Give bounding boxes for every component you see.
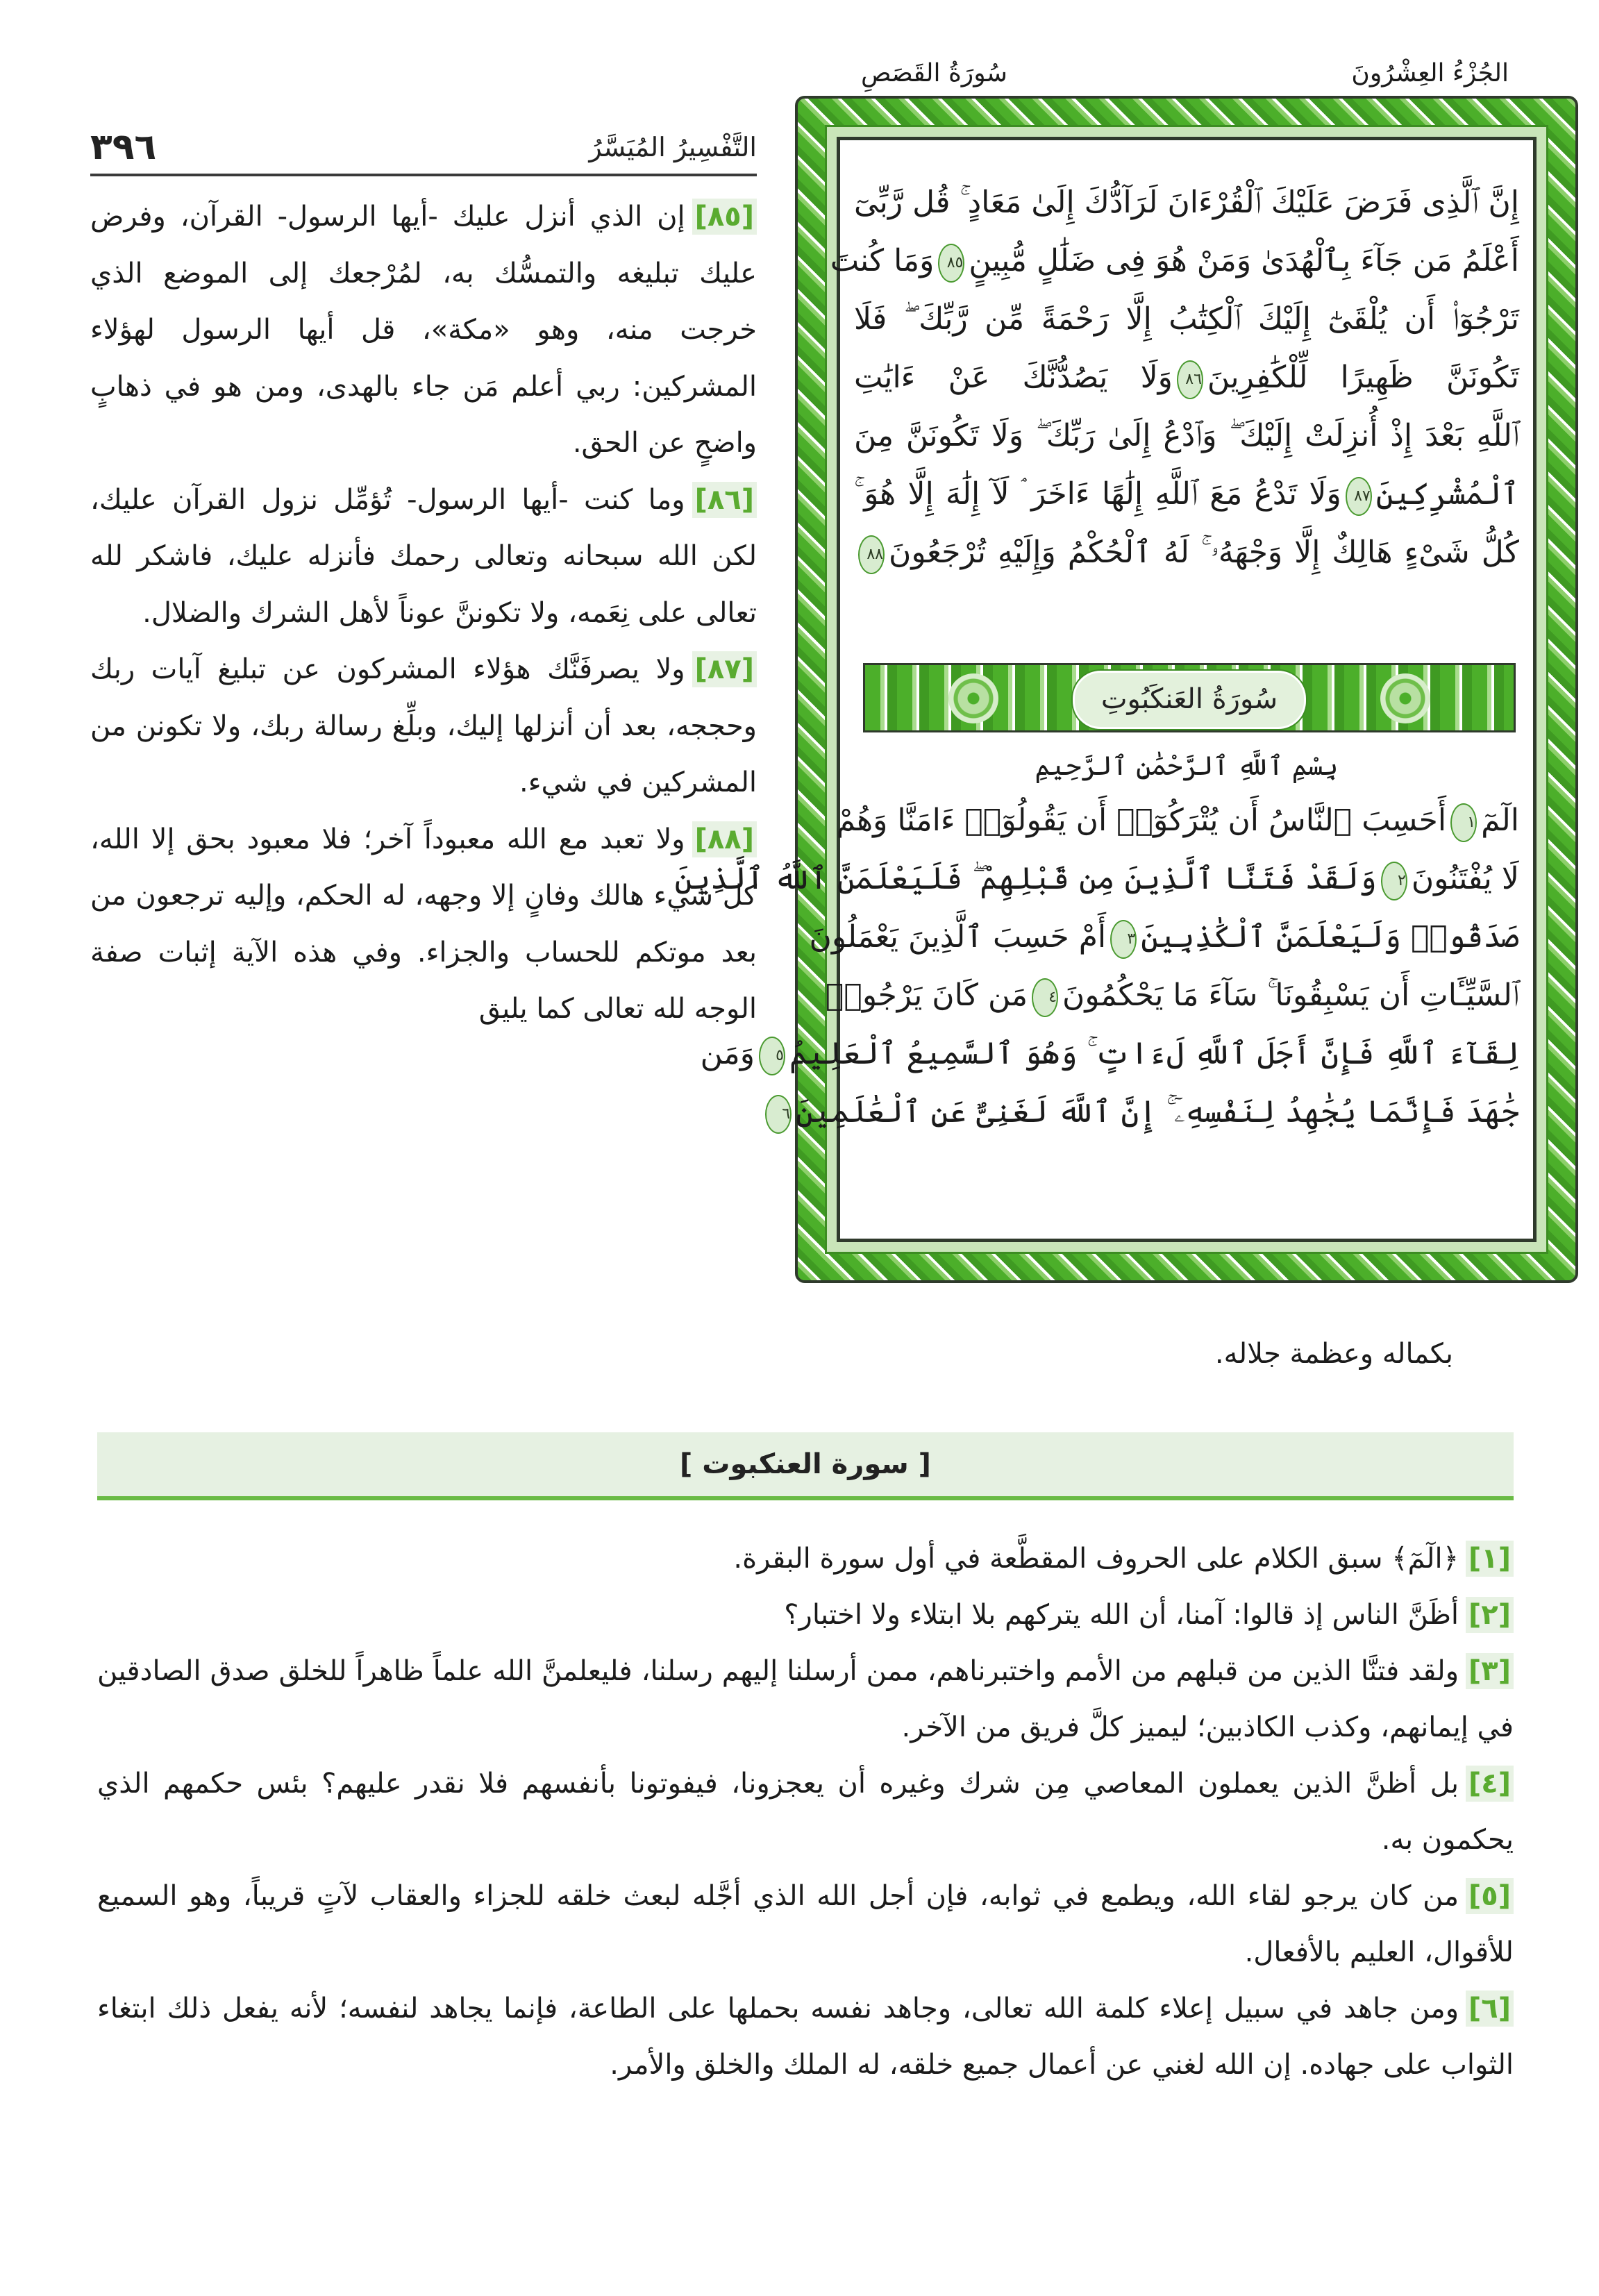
- tafsir-entry: [90, 642, 757, 812]
- quran-line-text: تَرْجُوٓا۟ أَن يُلْقَىٰٓ إِلَيْكَ ٱلْكِتَٰبُ إِلَّا رَحْمَةً مِّن رَّبِّكَ ۖ فَلَا: [854, 301, 1519, 337]
- tafsir-header: [90, 126, 757, 176]
- tafsir-text: ولا تعبد مع الله معبوداً آخر؛ فلا معبود بحق إلا الله، كل شيء هالك وفانٍ إلا وجهه، له الحكم، وإليه ترجعون من بعد موتكم للحساب والجزاء. وفي هذه الآية إثبات صفة الوجه لله تعالى كما يليق: [90, 823, 757, 1025]
- verse-number: [ ٨٧ ]: [692, 651, 757, 687]
- quran-line-text: وَمَن: [700, 1036, 755, 1071]
- juz-title: الجُزْءُ العِشْرُونَ: [1351, 59, 1509, 87]
- quran-line: [854, 290, 1519, 349]
- surah-title-banner: [863, 663, 1516, 732]
- tafsir-text: بل أظنَّ الذين يعملون المعاصي مِن شرك وغيره أن يعجزونا، فيفوتونا بأنفسهم فلا نقدر عليهم؟ بئس حكمهم الذي يحكمون به.: [97, 1768, 1514, 1856]
- tafsir-text: ولا يصرفَنَّك هؤلاء المشركون عن تبليغ آيات ربك وحججه، بعد أن أنزلها إليك، وبلِّغ رسالة ربك، ولا تكونن من المشركين في شيء.: [90, 653, 757, 798]
- quran-line: [674, 850, 1519, 908]
- quran-line-text: ٱلْمُشْرِكِينَ: [1375, 476, 1519, 512]
- tafsir-text: أظَنَّ الناس إذ قالوا: آمنا، أن الله يتركهم بلا ابتلاء ولا اختبار؟: [784, 1599, 1459, 1631]
- verse-number: [ ٥ ]: [1466, 1878, 1514, 1914]
- tafsir-text: إن الذي أنزل عليك -أيها الرسول- القرآن، وفرض عليك تبليغه والتمسُّك به، لمُرْجعك إلى الموضع الذي خرجت منه، وهو «مكة»، قل أيها الرسول لهؤلاء المشركين: ربي أعلم مَن جاء بالهدى، ومن هو في ذهابٍ واضحٍ عن الحق.: [90, 201, 757, 459]
- tafsir-entry: [97, 1868, 1514, 1981]
- quran-line-text: أَمْ حَسِبَ ٱلَّذِينَ يَعْمَلُونَ: [809, 919, 1107, 955]
- quran-line-text: مَن كَانَ يَرْجُوا۟: [826, 978, 1028, 1013]
- tafsir-text: ومن جاهد في سبيل إعلاء كلمة الله تعالى، وجاهد نفسه بحملها على الطاعة، فإنما يجاهد لنفسه؛ لأنه يفعل ذلك ابتغاء الثواب على جهاده. إن الله لغني عن أعمال جميع خلقه، له الملك والخلق والأمر.: [97, 1993, 1514, 2081]
- verse-number: [ ٨٨ ]: [692, 821, 757, 857]
- quran-line: [830, 232, 1519, 290]
- tafsir-continuation: بكماله وعظمة جلاله.: [1214, 1338, 1453, 1370]
- quran-line: [836, 791, 1519, 850]
- verse-number: [ ٨٥ ]: [692, 199, 757, 235]
- tafsir-entry: [90, 472, 757, 642]
- quran-line-text: لِقَآءَ ٱللَّهِ فَإِنَّ أَجَلَ ٱللَّهِ لَءَاتٍ ۚ وَهُوَ ٱلسَّمِيعُ ٱلْعَلِيمُ: [789, 1036, 1519, 1071]
- quran-text-top: [830, 174, 1519, 582]
- ayah-number-marker: ٨٦: [1177, 360, 1203, 399]
- verse-number: [ ٣ ]: [1466, 1653, 1514, 1689]
- verse-number: [ ١ ]: [1466, 1541, 1514, 1577]
- quran-line: [826, 966, 1519, 1025]
- tafsir-entry: [97, 1531, 1514, 1587]
- tafsir-text: ولقد فتنَّا الذين من قبلهم من الأمم واختبرناهم، ممن أرسلنا إليهم رسلنا، فليعلمنَّ الله علماً ظاهراً للخلق صدق الصادقين في إيمانهم، وكذب الكاذبين؛ ليميز كلَّ فريق من الآخر.: [97, 1655, 1514, 1743]
- ayah-number-marker: ٢: [1381, 862, 1407, 900]
- ayah-number-marker: ٨٨: [858, 535, 885, 574]
- tafsir-text: سبق الكلام على الحروف المقطَّعة في أول سورة البقرة.: [733, 1543, 1383, 1575]
- quran-line-text: أَعْلَمُ مَن جَآءَ بِٱلْهُدَىٰ وَمَنْ هُوَ فِى ضَلَٰلٍ مُّبِينٍ: [969, 243, 1519, 278]
- tafsir-entry: [90, 812, 757, 1038]
- quran-line: [854, 523, 1519, 582]
- quran-line-text: وَلَا تَدْعُ مَعَ ٱللَّهِ إِلَٰهًا ءَاخَرَ ۘ لَآ إِلَٰهَ إِلَّا هُوَ ۚ: [854, 476, 1341, 512]
- book-title: التَّفْسِيرُ المُيَسَّرُ: [589, 132, 757, 162]
- quran-line: [700, 1025, 1519, 1083]
- verse-number: [ ٦ ]: [1466, 1991, 1514, 2027]
- quran-line-text: إِنَّ ٱلَّذِى فَرَضَ عَلَيْكَ ٱلْقُرْءَانَ لَرَآدُّكَ إِلَىٰ مَعَادٍ ۚ قُل رَّبِّىٓ: [854, 185, 1519, 220]
- section-title: [ سورة العنكبوت ]: [680, 1448, 931, 1480]
- quran-line-text: وَلَقَدْ فَتَنَّا ٱلَّذِينَ مِن قَبْلِهِمْ ۖ فَلَيَعْلَمَنَّ ٱللَّهُ ٱلَّذِينَ: [674, 861, 1377, 896]
- quran-line-text: صَدَقُوا۟ وَلَيَعْلَمَنَّ ٱلْكَٰذِبِينَ: [1141, 919, 1519, 955]
- surah-running-title: سُورَةُ القَصَصِ: [861, 59, 1007, 87]
- tafsir-text: وما كنت -أيها الرسول- تُؤمِّل نزول القرآن عليك، لكن الله سبحانه وتعالى رحمك فأنزله عليك، فاشكر لله تعالى على نِعَمه، ولا تكوننَّ عوناً لأهل الشرك والضلال.: [90, 483, 757, 629]
- page-number: ٣٩٦: [90, 126, 157, 168]
- tafsir-bottom: [97, 1531, 1514, 2093]
- quran-line-text: جَٰهَدَ فَإِنَّمَا يُجَٰهِدُ لِنَفْسِهِۦٓ ۚ إِنَّ ٱللَّهَ لَغَنِىٌّ عَنِ ٱلْعَٰلَمِينَ: [796, 1094, 1519, 1130]
- ayah-number-marker: ٤: [1032, 978, 1058, 1017]
- quran-line-text: الٓمٓ: [1481, 803, 1519, 838]
- tafsir-entry: [97, 1756, 1514, 1868]
- tafsir-entry: [97, 1587, 1514, 1643]
- quran-line-text: وَمَا كُنتَ: [830, 243, 935, 278]
- tafsir-text: من كان يرجو لقاء الله، ويطمع في ثوابه، فإن أجل الله الذي أجَّله لبعث خلقه للجزاء والعقاب لآتٍ قريباً، وهو السميع للأقوال، العليم بالأفعال.: [97, 1880, 1514, 1968]
- quran-line-text: وَلَا يَصُدُّنَّكَ عَنْ ءَايَٰتِ: [854, 360, 1173, 395]
- ayah-number-marker: ٨٥: [938, 244, 964, 283]
- quran-line-text: ٱللَّهِ بَعْدَ إِذْ أُنزِلَتْ إِلَيْكَ ۖ وَٱدْعُ إِلَىٰ رَبِّكَ ۖ وَلَا تَكُونَنَّ مِنَ: [854, 418, 1519, 453]
- section-title-band: [97, 1432, 1514, 1500]
- rosette-ornament: [1380, 673, 1430, 723]
- tafsir-entry: [90, 189, 757, 472]
- ayah-number-marker: ٣: [1110, 920, 1137, 959]
- ayah-number-marker: ٦: [765, 1095, 792, 1134]
- quran-line: [854, 407, 1519, 465]
- quran-line: [782, 1083, 1519, 1141]
- tafsir-entry: [97, 1981, 1514, 2093]
- verse-number: [ ٨٦ ]: [692, 482, 757, 518]
- ayah-number-marker: ٥: [759, 1037, 785, 1075]
- rosette-ornament: [948, 673, 998, 723]
- quran-line: [854, 465, 1519, 523]
- quran-line: [854, 174, 1519, 232]
- verse-number: [ ٤ ]: [1466, 1766, 1514, 1802]
- quran-line-text: أَحَسِبَ ٱلنَّاسُ أَن يُتْرَكُوٓا۟ أَن يَقُولُوٓا۟ ءَامَنَّا وَهُمْ: [836, 803, 1447, 838]
- ayah-number-marker: ٨٧: [1346, 477, 1372, 516]
- tafsir-side-column: [90, 189, 757, 1038]
- quran-line: [854, 349, 1519, 407]
- quran-line-text: لَا يُفْتَنُونَ: [1411, 861, 1519, 896]
- quran-quote: ﴿الٓمٓ﴾: [1391, 1543, 1459, 1575]
- quran-line-text: ٱلسَّيِّـَٔاتِ أَن يَسْبِقُونَا ۚ سَآءَ مَا يَحْكُمُونَ: [1062, 978, 1519, 1013]
- tafsir-entry: [97, 1643, 1514, 1756]
- quran-line-text: كُلُّ شَىْءٍ هَالِكٌ إِلَّا وَجْهَهُۥ ۚ لَهُ ٱلْحُكْمُ وَإِلَيْهِ تُرْجَعُونَ: [889, 535, 1519, 570]
- verse-number: [ ٢ ]: [1466, 1597, 1514, 1633]
- basmala: بِسْمِ ٱللَّهِ ٱلرَّحْمَٰنِ ٱلرَّحِيمِ: [1035, 751, 1339, 781]
- quran-line: [809, 908, 1519, 966]
- surah-name-plate: سُورَةُ العَنكَبُوتِ: [1073, 671, 1306, 729]
- quran-line-text: تَكُونَنَّ ظَهِيرًا لِّلْكَٰفِرِينَ: [1207, 360, 1519, 395]
- ayah-number-marker: ١: [1450, 803, 1477, 842]
